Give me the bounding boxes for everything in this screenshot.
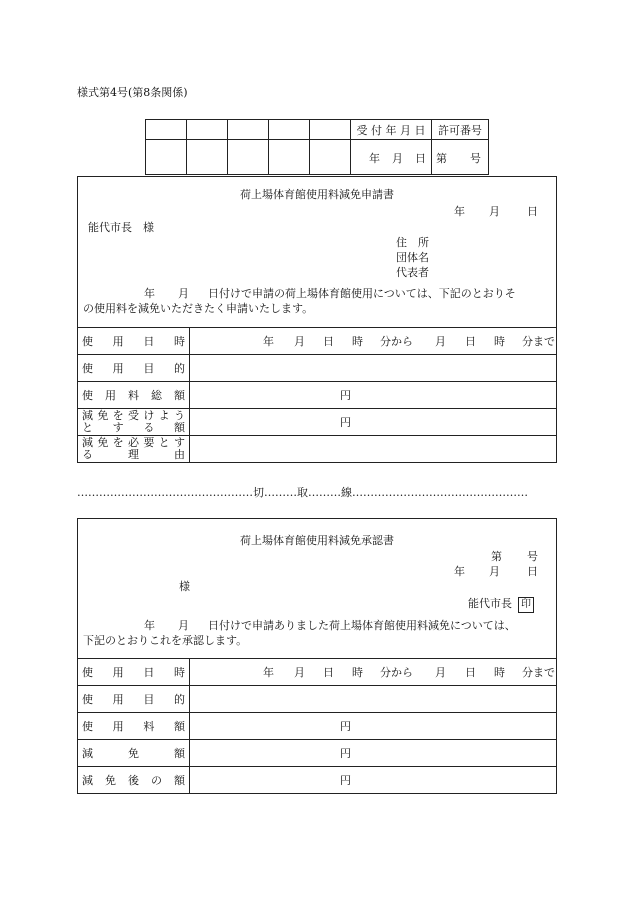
- application-title: 荷上場体育館使用料減免申請書: [240, 188, 394, 201]
- date-day: 日: [527, 205, 538, 218]
- cut-line: …………………………………………切………取………線…………………………………………: [77, 486, 528, 499]
- row-label: 使 用 日 時: [78, 659, 190, 686]
- body-month: 月: [178, 287, 189, 300]
- body-year: 年: [144, 287, 155, 300]
- approval-section: [77, 518, 557, 794]
- total-fee-field: 円: [190, 382, 557, 409]
- application-section: [77, 176, 557, 463]
- number-go: 号: [527, 550, 538, 563]
- blank-cell: [228, 140, 269, 175]
- body-text-line1: 日付けで申請の荷上場体育館使用については、下記のとおりそ: [208, 287, 516, 300]
- body-text-line1: 日付けで申請ありました荷上場体育館使用料減免については、: [208, 619, 516, 632]
- reduction-reason-field: [190, 436, 557, 463]
- row-label: 減免を受けよう と す る 額: [78, 409, 190, 436]
- form-number: 様式第4号(第8条関係): [77, 86, 188, 99]
- addressee: 能代市長 様: [88, 221, 154, 234]
- fee-field: 円: [190, 713, 557, 740]
- application-table: [77, 327, 557, 463]
- row-label: 減 免 額: [78, 740, 190, 767]
- requested-reduction-field: 円: [190, 409, 557, 436]
- blank-cell: [187, 140, 228, 175]
- row-label: 減 免 後 の 額: [78, 767, 190, 794]
- blank-cell: [146, 140, 187, 175]
- blank-cell: [310, 120, 351, 140]
- permit-number-field: 第 号: [432, 140, 489, 175]
- row-label: 使 用 料 総 額: [78, 382, 190, 409]
- usage-purpose-field: [190, 686, 557, 713]
- blank-cell: [269, 120, 310, 140]
- blank-cell: [310, 140, 351, 175]
- date-month: 月: [489, 205, 500, 218]
- row-label: 使 用 目 的: [78, 686, 190, 713]
- row-label: 使 用 目 的: [78, 355, 190, 382]
- approval-title: 荷上場体育館使用料減免承認書: [240, 534, 394, 547]
- usage-datetime-field: 年 月 日 時 分から 月 日 時 分まで: [190, 659, 557, 686]
- body-month: 月: [178, 619, 189, 632]
- permit-number-header: 許可番号: [432, 120, 489, 140]
- date-month: 月: [489, 565, 500, 578]
- row-label: 減免を必要とす る 理 由: [78, 436, 190, 463]
- reduction-field: 円: [190, 740, 557, 767]
- usage-datetime-field: 年 月 日 時 分から 月 日 時 分まで: [190, 328, 557, 355]
- approval-table: [77, 658, 557, 794]
- row-label: 使 用 日 時: [78, 328, 190, 355]
- after-reduction-field: 円: [190, 767, 557, 794]
- blank-cell: [228, 120, 269, 140]
- receipt-box: [145, 119, 489, 175]
- number-dai: 第: [491, 550, 502, 563]
- date-year: 年: [454, 565, 465, 578]
- blank-cell: [269, 140, 310, 175]
- date-year: 年: [454, 205, 465, 218]
- body-text-line2: 下記のとおりこれを承認します。: [83, 634, 248, 647]
- recipient-sama: 様: [179, 580, 190, 593]
- seal-icon: 印: [518, 597, 534, 613]
- row-label: 使 用 料 額: [78, 713, 190, 740]
- date-day: 日: [527, 565, 538, 578]
- receipt-date-field: 年 月 日: [351, 140, 432, 175]
- blank-cell: [187, 120, 228, 140]
- blank-cell: [146, 120, 187, 140]
- address-label: 住 所: [396, 236, 429, 249]
- usage-purpose-field: [190, 355, 557, 382]
- body-text-line2: の使用料を減免いただきたく申請いたします。: [83, 302, 314, 315]
- receipt-date-header: 受 付 年 月 日: [351, 120, 432, 140]
- representative-label: 代表者: [396, 266, 429, 279]
- body-year: 年: [144, 619, 155, 632]
- mayor-label: 能代市長: [468, 597, 512, 610]
- mayor-signature: [468, 595, 534, 613]
- org-name-label: 団体名: [396, 251, 429, 264]
